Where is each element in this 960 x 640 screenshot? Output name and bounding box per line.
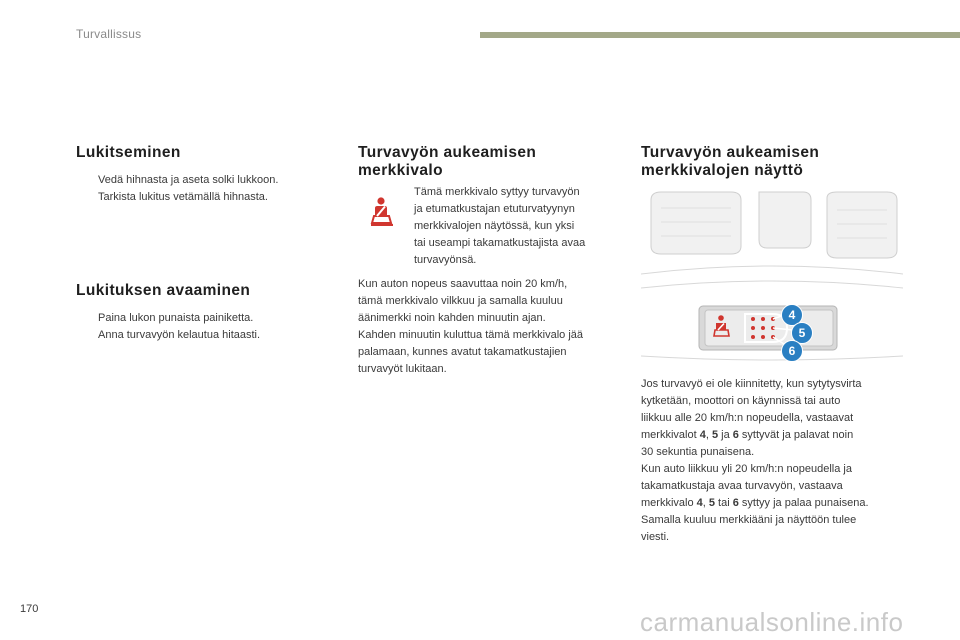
callout-4: 4 bbox=[781, 304, 803, 326]
list-item: Anna turvavyön kelautua hitaasti. bbox=[98, 329, 261, 341]
locking-title: Lukitseminen bbox=[76, 144, 181, 161]
list-item: Vedä hihnasta ja aseta solki lukkoon. bbox=[98, 174, 279, 186]
header-section-title: Turvallissus bbox=[76, 27, 142, 41]
dashboard-display-illustration bbox=[641, 188, 903, 372]
list-item: Paina lukon punaista painiketta. bbox=[98, 312, 254, 324]
locking-column bbox=[76, 144, 326, 344]
list-item: Tarkista lukitus vetämällä hihnasta. bbox=[98, 191, 268, 203]
unlocking-list bbox=[76, 310, 326, 344]
watermark: carmanualsonline.info bbox=[640, 607, 904, 637]
display-column bbox=[641, 144, 911, 544]
seatbelt-warning-icon bbox=[368, 196, 396, 228]
display-p2-line3: merkkivalo 4, 5 tai 6 syttyy ja palaa punaisena. bbox=[641, 497, 869, 509]
warning-light-column bbox=[358, 144, 620, 384]
warning-light-body: Kun auton nopeus saavuttaa noin 20 km/h, tämä merkkivalo vilkkuu ja samalla kuuluu äänimerkki noin kahden minuutin ajan. Kahden minuutin kuluttua tämä merkkivalo jää palamaan, kunnes avatut takamatkustajien turvavyöt lukitaan. bbox=[358, 278, 584, 375]
display-body: Jos turvavyö ei ole kiinnitetty, kun sytytysvirta kytketään, moottori on käynnissä tai auto liikkuu alle 20 km/h:n nopeudella, vastaavat merkkivalot 4, 5 ja 6 syttyvät ja palavat noin 30 sekuntia punaisena. Kun auto liikkuu yli 20 km/h:n nopeudella ja takamatkustaja avaa turvavyön, vastaava merkkivalo 4, 5 tai 6 syttyy ja palaa punaisena. Samalla kuuluu merkkiääni ja näyttöön tulee viesti. bbox=[641, 376, 911, 546]
warning-light-title: Turvavyön aukeamisen merkkivalo bbox=[358, 144, 537, 179]
unlocking-title: Lukituksen avaaminen bbox=[76, 282, 251, 299]
header-accent-bar bbox=[480, 32, 960, 38]
locking-list bbox=[76, 172, 326, 206]
callout-5: 5 bbox=[791, 322, 813, 344]
warning-light-intro: Tämä merkkivalo syttyy turvavyön ja etumatkustajan etuturvatyynyn merkkivalojen näytössä, kun yksi tai useampi takamatkustajista avaa turvavyönsä. bbox=[414, 186, 586, 266]
page-number: 170 bbox=[20, 603, 39, 615]
display-title: Turvavyön aukeamisen merkkivalojen näyttö bbox=[641, 144, 820, 179]
display-p1-line4: merkkivalot 4, 5 ja 6 syttyvät ja palavat noin bbox=[641, 429, 854, 441]
callout-6: 6 bbox=[781, 340, 803, 362]
